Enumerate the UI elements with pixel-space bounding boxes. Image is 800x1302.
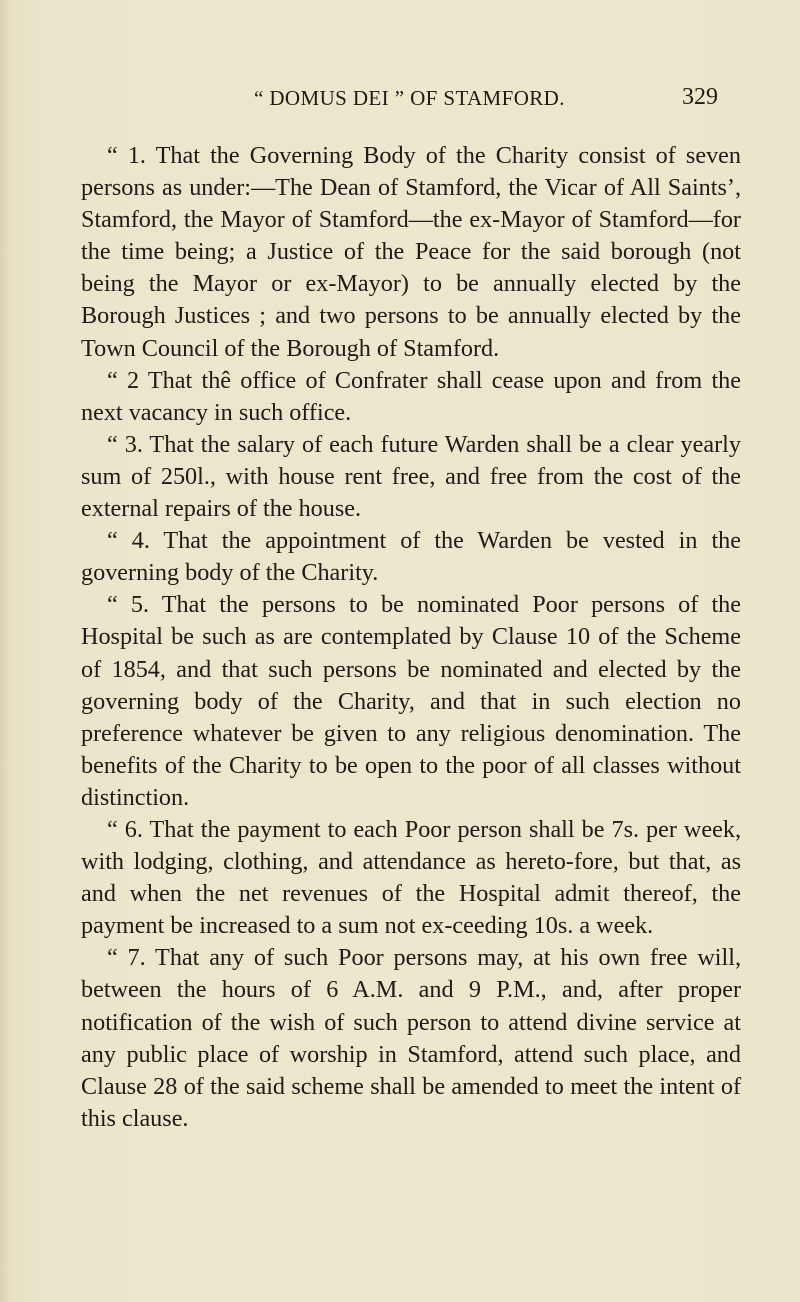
running-title: “ DOMUS DEI ” OF STAMFORD. [254, 86, 565, 110]
page-number: 329 [682, 84, 718, 110]
running-head [0, 78, 800, 118]
paragraph-clause-4: “ 4. That the appointment of the Warden be vested in the governing body of the Charity. [81, 527, 741, 587]
paragraph-clause-7: “ 7. That any of such Poor persons may, at his own free will, between the hours of 6 A.M. and 9 P.M., and, after proper notification of the wish of such person to attend divine service at any public place of worship in Stamford, attend such place, and Clause 28 of the said scheme shall be amended to meet the intent of this clause. [81, 944, 741, 1132]
paragraph-clause-2: “ 2 That thê office of Confrater shall cease upon and from the next vacancy in such office. [81, 366, 741, 426]
paragraph-clause-1: “ 1. That the Governing Body of the Charity consist of seven persons as under:—The Dean of Stamford, the Vicar of All Saints’, Stamford, the Mayor of Stamford—the ex-Mayor of Stamford—for the time being; a Justice of the Peace for the said borough (not being the Mayor or ex-Mayor) to be annually elected by the Borough Justices ; and two persons to be annually elected by the Town Council of the Borough of Stamford. [81, 142, 741, 362]
page-left-edge [0, 0, 10, 1302]
body-text [81, 140, 741, 1135]
paragraph-clause-3: “ 3. That the salary of each future Warden shall be a clear yearly sum of 250l., with house rent free, and free from the cost of the external repairs of the house. [81, 430, 741, 523]
paragraph-clause-6: “ 6. That the payment to each Poor person shall be 7s. per week, with lodging, clothing, and attendance as hereto-fore, but that, as and when the net revenues of the Hospital admit thereof, the payment be increased to a sum not ex-ceeding 10s. a week. [81, 815, 741, 940]
paragraph-clause-5: “ 5. That the persons to be nominated Poor persons of the Hospital be such as are contemplated by Clause 10 of the Scheme of 1854, and that such persons be nominated and elected by the governing body of the Charity, and that in such election no preference whatever be given to any religious denomination. The benefits of the Charity to be open to the poor of all classes without distinction. [81, 591, 741, 811]
